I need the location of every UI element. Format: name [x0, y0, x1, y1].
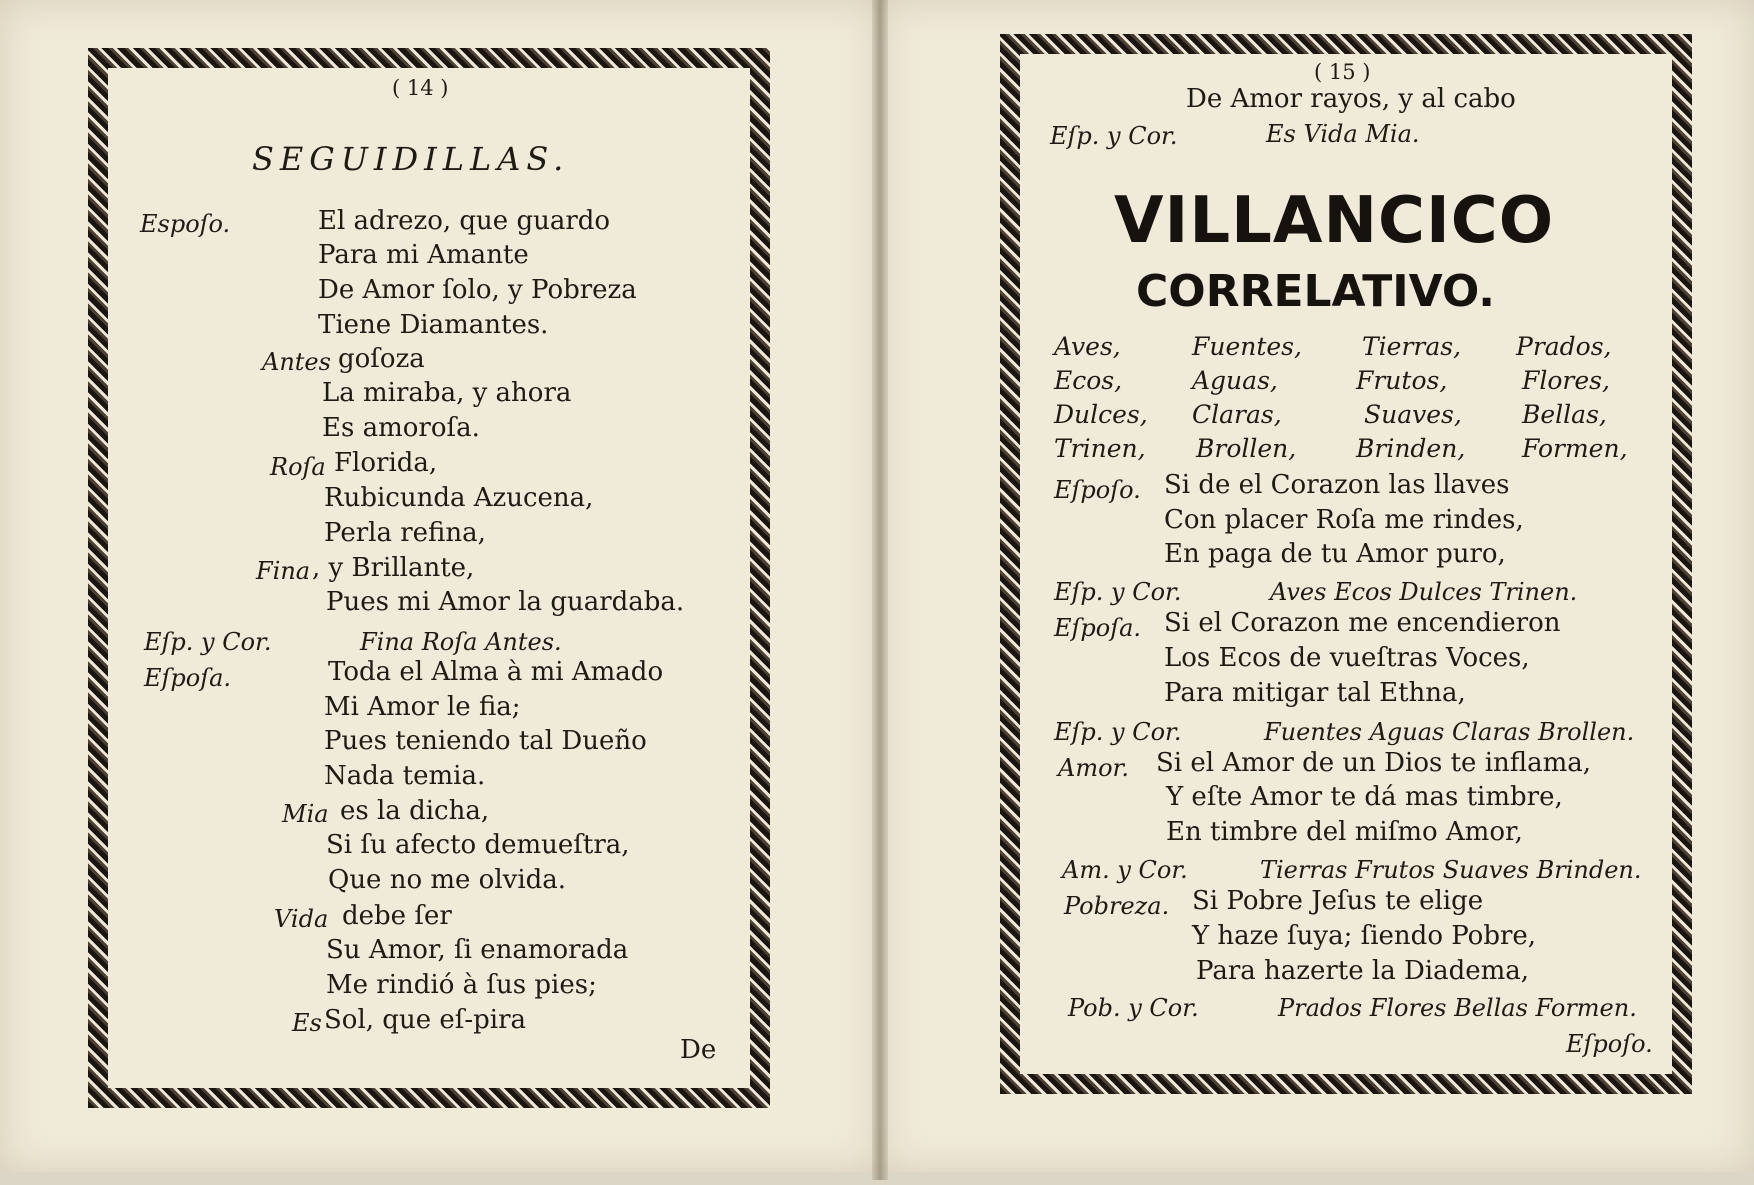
right-page-number: ( 15 ): [1314, 60, 1371, 84]
verse-line: Que no me olvida.: [328, 865, 567, 895]
left-page-number: ( 14 ): [392, 76, 449, 100]
verse-line: Para mi Amante: [318, 240, 529, 270]
grid-word: Trinen,: [1054, 434, 1146, 463]
verse-line: Los Ecos de vueſtras Voces,: [1164, 643, 1530, 673]
grid-word: Dulces,: [1054, 400, 1148, 429]
grid-word: Ecos,: [1054, 366, 1123, 395]
verse-line: Y haze ſuya; ſiendo Pobre,: [1192, 921, 1537, 951]
catchword: Eſpoſo.: [1566, 1030, 1653, 1058]
grid-word: Formen,: [1522, 434, 1628, 463]
verse-line: Si el Amor de un Dios te inflama,: [1156, 748, 1592, 778]
chorus-refrain: Fuentes Aguas Claras Brollen.: [1264, 718, 1635, 746]
verse-line: Si Pobre Jeſus te elige: [1192, 886, 1484, 916]
chorus-refrain: Aves Ecos Dulces Trinen.: [1270, 578, 1578, 606]
verse-line: Me rindió à ſus pies;: [326, 970, 597, 1000]
grid-word: Claras,: [1192, 400, 1282, 429]
grid-word: Tierras,: [1362, 332, 1462, 361]
chorus-refrain: Fina Roſa Antes.: [360, 628, 562, 656]
verse-line: Su Amor, ſi enamorada: [326, 935, 629, 965]
verse-line: Si ſu afecto demueſtra,: [326, 830, 630, 860]
verse-lead-word: Mia: [282, 800, 329, 828]
verse-line: Mi Amor le fia;: [324, 692, 521, 722]
verse-line: Perla refina,: [324, 518, 486, 548]
speaker-label: Eſpoſo.: [1054, 476, 1141, 504]
verse-line: Nada temia.: [324, 761, 486, 791]
speaker-label: Eſp. y Cor.: [144, 628, 272, 656]
speaker-label: Eſp. y Cor.: [1054, 578, 1182, 606]
speaker-label: Pobreza.: [1064, 892, 1170, 920]
title-villancico: VILLANCICO: [1114, 184, 1555, 258]
verse-lead-word: Vida: [274, 905, 329, 933]
verse-line: Florida,: [334, 448, 438, 478]
verse-line: , y Brillante,: [312, 553, 475, 583]
verse-lead-word: Antes: [262, 348, 331, 376]
chorus-refrain: Prados Flores Bellas Formen.: [1278, 994, 1637, 1022]
verse-line: Toda el Alma à mi Amado: [328, 657, 664, 687]
speaker-label: Amor.: [1058, 754, 1130, 782]
catchword: De: [680, 1035, 717, 1065]
verse-line: debe ſer: [342, 901, 452, 931]
verse-line: Pues mi Amor la guardaba.: [326, 587, 685, 617]
verse-line: Pues teniendo tal Dueño: [324, 726, 647, 756]
grid-word: Suaves,: [1364, 400, 1462, 429]
verse-line: De Amor rayos, y al cabo: [1186, 84, 1516, 114]
verse-lead-word: Roſa: [270, 453, 326, 481]
speaker-label: Eſpoſa.: [1054, 614, 1142, 642]
verse-line: De Amor ſolo, y Pobreza: [318, 275, 637, 305]
verse-line: Para hazerte la Diadema,: [1196, 956, 1530, 986]
verse-line: Para mitigar tal Ethna,: [1164, 678, 1466, 708]
grid-word: Flores,: [1522, 366, 1610, 395]
verse-line: Si el Corazon me encendieron: [1164, 608, 1561, 638]
grid-word: Fuentes,: [1192, 332, 1302, 361]
speaker-label: Eſp. y Cor.: [1054, 718, 1182, 746]
chorus-refrain: Es Vida Mia.: [1266, 120, 1420, 148]
verse-line: Rubicunda Azucena,: [324, 483, 594, 513]
verse-line: El adrezo, que guardo: [318, 206, 611, 236]
verse-line: Con placer Roſa me rindes,: [1164, 505, 1524, 535]
speaker-label: Eſpoſa.: [144, 664, 232, 692]
verse-line: Y eſte Amor te dá mas timbre,: [1166, 782, 1563, 812]
verse-lead-word: Fina: [256, 557, 311, 585]
verse-line: En timbre del miſmo Amor,: [1166, 817, 1523, 847]
grid-word: Brollen,: [1196, 434, 1297, 463]
verse-line: La miraba, y ahora: [322, 378, 572, 408]
verse-line: Sol, que eſ-pira: [324, 1005, 527, 1035]
verse-line: es la dicha,: [340, 796, 490, 826]
grid-word: Aves,: [1054, 332, 1121, 361]
grid-word: Prados,: [1516, 332, 1612, 361]
chorus-refrain: Tierras Frutos Suaves Brinden.: [1260, 856, 1642, 884]
left-heading: SEGUIDILLAS.: [252, 140, 570, 178]
title-correlativo: CORRELATIVO.: [1136, 266, 1496, 317]
book-gutter: [872, 0, 888, 1180]
speaker-label: Am. y Cor.: [1062, 856, 1188, 884]
verse-lead-word: Es: [292, 1009, 322, 1037]
verse-line: goſoza: [338, 344, 425, 374]
grid-word: Brinden,: [1356, 434, 1466, 463]
speaker-label: Pob. y Cor.: [1068, 994, 1199, 1022]
verse-line: Tiene Diamantes.: [318, 310, 549, 340]
verse-line: Es amoroſa.: [322, 413, 480, 443]
grid-word: Bellas,: [1522, 400, 1607, 429]
grid-word: Aguas,: [1192, 366, 1278, 395]
verse-line: En paga de tu Amor puro,: [1164, 539, 1506, 569]
verse-line: Si de el Corazon las llaves: [1164, 470, 1510, 500]
speaker-label: Eſp. y Cor.: [1050, 122, 1178, 150]
speaker-label: Espoſo.: [140, 210, 231, 238]
grid-word: Frutos,: [1356, 366, 1448, 395]
